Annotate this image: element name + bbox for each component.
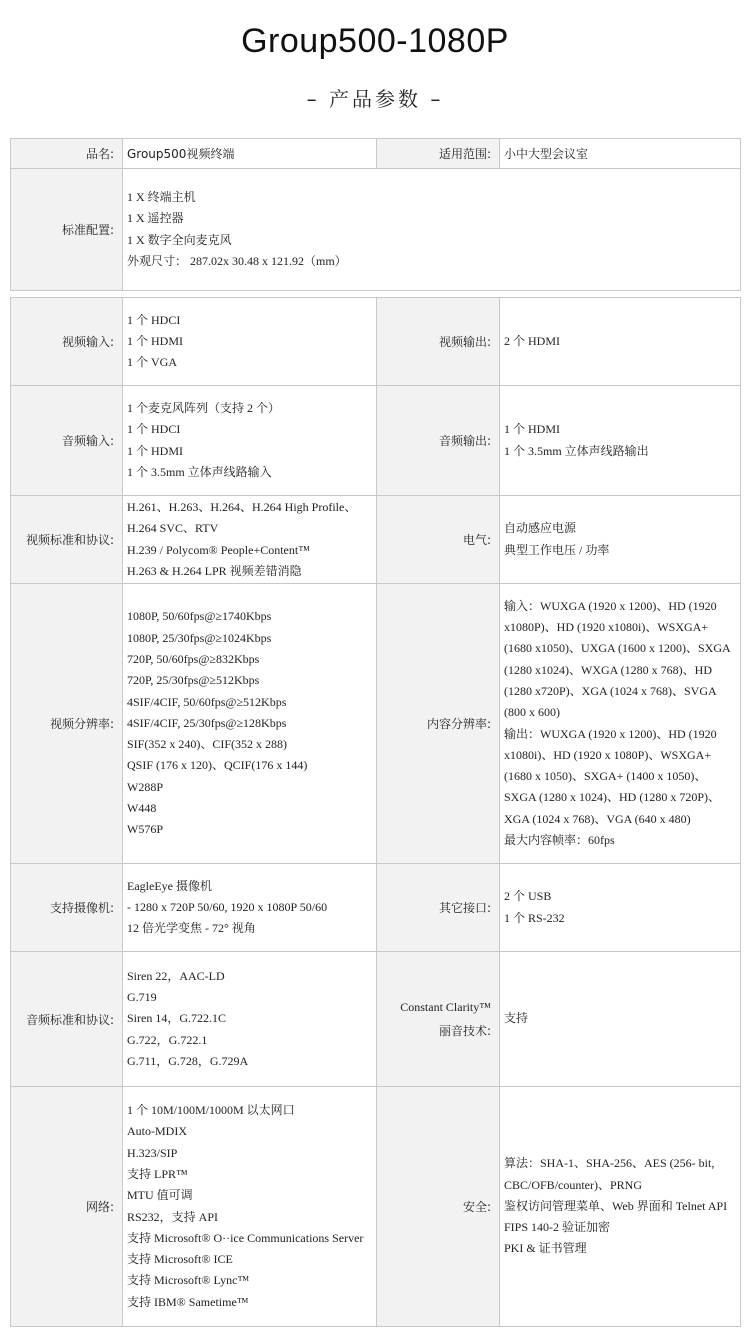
scope-value: 小中大型会议室 bbox=[500, 139, 741, 169]
spec-value-line: W448 bbox=[127, 801, 157, 816]
spec-value-line: XGA (1024 x 768)、VGA (640 x 480) bbox=[504, 811, 691, 826]
spec-value-line: 典型工作电压 / 功率 bbox=[504, 542, 610, 557]
spec-value bbox=[500, 386, 741, 496]
spec-label-text: Constant Clarity™ bbox=[400, 1000, 491, 1014]
spec-value-line: 最大内容帧率：60fps bbox=[504, 832, 615, 847]
spec-label: 支持摄像机: bbox=[11, 864, 123, 952]
spec-label-text: 内容分辨率: bbox=[426, 717, 491, 731]
spec-value-line: 1080P, 50/60fps@≥1740Kbps bbox=[127, 609, 272, 624]
spec-value bbox=[123, 386, 377, 496]
spec-value bbox=[500, 1087, 741, 1327]
spec-value-line: 720P, 50/60fps@≥832Kbps bbox=[127, 651, 260, 666]
spec-value-line: 4SIF/4CIF, 25/30fps@≥128Kbps bbox=[127, 715, 287, 730]
spec-value-line: 1 个 HDCI bbox=[127, 312, 181, 327]
spec-value-line: FIPS 140-2 验证加密 bbox=[504, 1220, 611, 1235]
spec-value-line: 支持 Microsoft® Lync™ bbox=[127, 1273, 250, 1288]
spec-value-line: PKI & 证书管理 bbox=[504, 1241, 587, 1256]
spec-value bbox=[123, 1087, 377, 1327]
spec-value-line: H.263 & H.264 LPR 视频差错消隐 bbox=[127, 563, 302, 578]
section-gap bbox=[11, 291, 741, 298]
standard-config-label: 标准配置: bbox=[11, 169, 123, 291]
spec-value-line: G.722，G.722.1 bbox=[127, 1032, 208, 1047]
spec-value-line: 1 个 3.5mm 立体声线路输出 bbox=[504, 443, 649, 458]
spec-value-line: SXGA (1280 x 1024)、HD (1280 x 720P)、 bbox=[504, 790, 721, 805]
spec-label: 视频分辨率: bbox=[11, 584, 123, 864]
spec-value-line: 1080P, 25/30fps@≥1024Kbps bbox=[127, 630, 272, 645]
spec-label: 网络: bbox=[11, 1087, 123, 1327]
spec-label bbox=[377, 496, 500, 584]
spec-value-line: H.261、H.263、H.264、H.264 High Profile、 bbox=[127, 499, 357, 514]
spec-value-line: G.719 bbox=[127, 990, 157, 1005]
spec-row bbox=[11, 298, 741, 386]
spec-row bbox=[11, 386, 741, 496]
spec-value-line: 1 个 VGA bbox=[127, 355, 177, 370]
spec-value-line: x1080P)、HD (1920 x1080i)、WSXGA+ bbox=[504, 620, 709, 635]
spec-value-line: SIF(352 x 240)、CIF(352 x 288) bbox=[127, 737, 288, 752]
spec-value-line: 12 倍光学变焦 - 72° 视角 bbox=[127, 921, 256, 936]
spec-value bbox=[123, 298, 377, 386]
spec-label bbox=[377, 386, 500, 496]
spec-value-line: G.711，G.728，G.729A bbox=[127, 1053, 249, 1068]
spec-value-line: x1080i)、HD (1920 x 1080P)、WSXGA+ bbox=[504, 747, 712, 762]
spec-value-line: 支持 Microsoft® ICE bbox=[127, 1252, 233, 1267]
spec-value bbox=[500, 584, 741, 864]
product-name-label: 品名: bbox=[11, 139, 123, 169]
spec-value-line: 自动感应电源 bbox=[504, 521, 577, 536]
spec-label bbox=[377, 1087, 500, 1327]
spec-value-line: 1 个 3.5mm 立体声线路输入 bbox=[127, 464, 272, 479]
spec-value bbox=[123, 496, 377, 584]
product-name-value: Group500视频终端 bbox=[123, 139, 377, 169]
spec-value-line: 1 个 HDMI bbox=[127, 333, 183, 348]
spec-value-line: - 1280 x 720P 50/60, 1920 x 1080P 50/60 bbox=[127, 899, 328, 914]
spec-value-line: W288P bbox=[127, 779, 163, 794]
spec-value-line: Siren 14，G.722.1C bbox=[127, 1011, 227, 1026]
config-line: 外观尺寸： 287.02x 30.48 x 121.92（mm） bbox=[127, 253, 347, 268]
spec-value-line: 1 个 10M/100M/1000M 以太网口 bbox=[127, 1103, 295, 1118]
spec-value-line: (1280 x1024)、WXGA (1280 x 768)、HD bbox=[504, 662, 712, 677]
spec-value bbox=[123, 952, 377, 1087]
spec-value-line: (1280 x720P)、XGA (1024 x 768)、SVGA bbox=[504, 683, 717, 698]
spec-label bbox=[377, 298, 500, 386]
spec-value-line: 1 个 RS-232 bbox=[504, 910, 565, 925]
spec-value-line: 1 个 HDMI bbox=[504, 422, 560, 437]
spec-value-line: 支持 bbox=[504, 1011, 529, 1026]
spec-value-line: 4SIF/4CIF, 50/60fps@≥512Kbps bbox=[127, 694, 287, 709]
config-line: 1 X 终端主机 bbox=[127, 189, 196, 204]
spec-value-line: H.239 / Polycom® People+Content™ bbox=[127, 542, 310, 557]
spec-value bbox=[500, 298, 741, 386]
spec-value-line: 鉴权访问管理菜单、Web 界面和 Telnet API bbox=[504, 1198, 728, 1213]
page-subtitle: – 产品参数 – bbox=[306, 87, 444, 111]
spec-label-text: 电气: bbox=[462, 533, 491, 547]
spec-value-line: Siren 22，AAC-LD bbox=[127, 968, 225, 983]
spec-label: 视频输入: bbox=[11, 298, 123, 386]
row-product-name bbox=[11, 139, 741, 169]
spec-value bbox=[500, 496, 741, 584]
spec-value bbox=[123, 864, 377, 952]
spec-label: 音频输入: bbox=[11, 386, 123, 496]
spec-value-line: H.323/SIP bbox=[127, 1145, 178, 1160]
spec-value-line: 支持 Microsoft® O··ice Communications Server bbox=[127, 1230, 364, 1245]
spec-value-line: EagleEye 摄像机 bbox=[127, 878, 212, 893]
spec-label-text: 安全: bbox=[462, 1200, 491, 1214]
row-standard-config bbox=[11, 169, 741, 291]
spec-value-line: 支持 IBM® Sametime™ bbox=[127, 1294, 249, 1309]
spec-value bbox=[500, 864, 741, 952]
spec-value-line: Auto-MDIX bbox=[127, 1124, 187, 1139]
spec-label bbox=[377, 952, 500, 1087]
spec-table bbox=[10, 138, 741, 1327]
spec-value-line: RS232，支持 API bbox=[127, 1209, 219, 1224]
scope-label: 适用范围: bbox=[377, 139, 500, 169]
spec-value-line: QSIF (176 x 120)、QCIF(176 x 144) bbox=[127, 758, 308, 773]
spec-label-text: 视频输出: bbox=[438, 335, 491, 349]
spec-sheet bbox=[10, 138, 740, 1327]
config-line: 1 X 数字全向麦克风 bbox=[127, 232, 232, 247]
spec-value bbox=[123, 584, 377, 864]
spec-value-line: 1 个 HDCI bbox=[127, 422, 181, 437]
spec-row bbox=[11, 1087, 741, 1327]
spec-value-line: H.264 SVC、RTV bbox=[127, 521, 219, 536]
spec-label-text: 丽音技术: bbox=[438, 1024, 491, 1038]
spec-value-line: MTU 值可调 bbox=[127, 1188, 193, 1203]
spec-value-line: W576P bbox=[127, 822, 163, 837]
spec-value-line: 输入：WUXGA (1920 x 1200)、HD (1920 bbox=[504, 598, 717, 613]
spec-value-line: 支持 LPR™ bbox=[127, 1166, 188, 1181]
spec-label-text: 其它接口: bbox=[438, 901, 491, 915]
spec-value-line: 720P, 25/30fps@≥512Kbps bbox=[127, 673, 260, 688]
spec-row bbox=[11, 584, 741, 864]
spec-label-text: 音频输出: bbox=[438, 434, 491, 448]
spec-value-line: 1 个麦克风阵列（支持 2 个） bbox=[127, 400, 281, 415]
spec-value-line: 1 个 HDMI bbox=[127, 443, 183, 458]
spec-row bbox=[11, 864, 741, 952]
spec-label: 音频标准和协议: bbox=[11, 952, 123, 1087]
spec-row bbox=[11, 496, 741, 584]
spec-label bbox=[377, 864, 500, 952]
page-title: Group500-1080P bbox=[241, 22, 509, 60]
spec-value-line: 输出：WUXGA (1920 x 1200)、HD (1920 bbox=[504, 726, 717, 741]
spec-value-line: 2 个 USB bbox=[504, 889, 552, 904]
spec-value-line: (800 x 600) bbox=[504, 705, 560, 720]
config-line: 1 X 遥控器 bbox=[127, 211, 184, 226]
standard-config-value bbox=[123, 169, 741, 291]
spec-label: 视频标准和协议: bbox=[11, 496, 123, 584]
spec-row bbox=[11, 952, 741, 1087]
spec-value-line: (1680 x1050)、UXGA (1600 x 1200)、SXGA bbox=[504, 641, 731, 656]
spec-value-line: (1680 x 1050)、SXGA+ (1400 x 1050)、 bbox=[504, 769, 707, 784]
spec-value-line: CBC/OFB/counter)、PRNG bbox=[504, 1177, 643, 1192]
spec-value bbox=[500, 952, 741, 1087]
spec-value-line: 算法：SHA-1、SHA-256、AES (256- bit, bbox=[504, 1156, 715, 1171]
spec-label bbox=[377, 584, 500, 864]
spec-value-line: 2 个 HDMI bbox=[504, 333, 560, 348]
